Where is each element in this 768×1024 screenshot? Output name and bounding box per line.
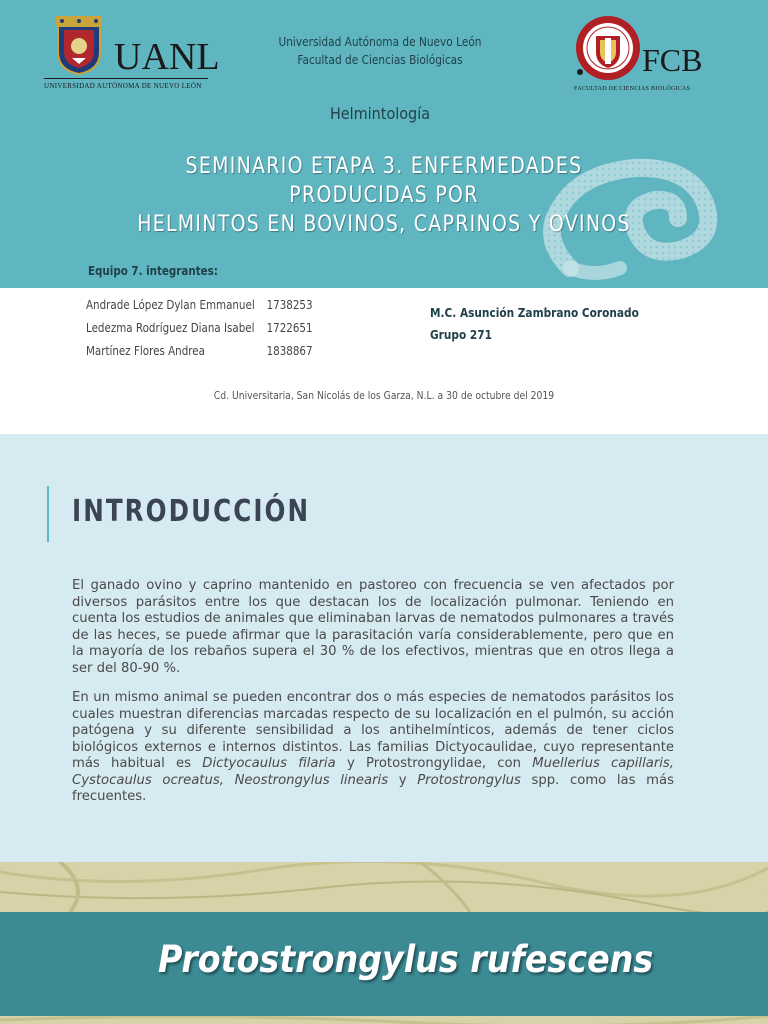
fcb-logo bbox=[574, 14, 724, 96]
logo-divider bbox=[44, 78, 208, 79]
introduction-paragraph-1: El ganado ovino y caprino mantenido en pastoreo con frecuencia se ven afectados por diversos parásitos entre los que destacan los de localización pulmonar. Teniendo en cuenta los estudios de animales que eliminaban larvas de nematodos pulmonares a través de las heces, se puede afirmar que la parasitación varía considerablemente, pero que en la mayoría de los rebaños supera el 30 % de los efectivos, mientras que en otros llega a ser del 80-90 %. bbox=[72, 578, 674, 676]
paragraph-text: y Protostrongylidae, con bbox=[335, 756, 533, 771]
paragraph-text: En un mismo animal se pueden encontrar dos o más especies de nematodos parásitos los cuales muestran diferencias marcadas respecto de su localización en el pulmón, su acción patógena y su diferente sensibilidad a los antihelmínticos, además de tener ciclos biológicos externos e internos distintos. Las familias Dictyocaulidae, cuyo representante más habitual es bbox=[72, 690, 674, 771]
team-label: Equipo 7. integrantes: bbox=[88, 264, 218, 278]
member-name: Ledezma Rodríguez Diana Isabel bbox=[86, 321, 255, 335]
species-title: Protostrongylus rufescens bbox=[158, 938, 654, 981]
paragraph-text: spp. como las más frecuentes. bbox=[72, 772, 674, 804]
university-name: Universidad Autónoma de Nuevo León bbox=[278, 35, 482, 49]
member-id: 1722651 bbox=[266, 321, 313, 335]
fcb-logo-text: FCB bbox=[642, 42, 703, 78]
title-slide bbox=[0, 0, 768, 434]
introduction-paragraph-2 bbox=[72, 690, 674, 806]
member-name: Andrade López Dylan Emmanuel bbox=[86, 298, 255, 312]
uanl-logo-text: UANL bbox=[114, 36, 220, 78]
uanl-logo-subtitle: UNIVERSIDAD AUTÓNOMA DE NUEVO LEÓN bbox=[44, 82, 202, 90]
seminar-title-line-1: SEMINARIO ETAPA 3. ENFERMEDADES PRODUCIDAS POR bbox=[185, 154, 583, 208]
member-id: 1738253 bbox=[266, 298, 313, 312]
header-band bbox=[0, 0, 768, 288]
introduction-slide bbox=[0, 434, 768, 862]
member-id: 1838867 bbox=[266, 344, 313, 358]
uanl-shield-icon bbox=[54, 14, 104, 76]
faculty-name: Facultad de Ciencias Biológicas bbox=[297, 53, 463, 67]
species-name: Muellerius capillaris, Cystocaulus ocreatus, Neostrongylus linearis bbox=[72, 756, 674, 788]
species-name: Dictyocaulus filaria bbox=[202, 756, 336, 771]
species-slide bbox=[0, 862, 768, 1024]
paragraph-text: y bbox=[388, 772, 418, 788]
species-name: Protostrongylus bbox=[417, 772, 521, 788]
introduction-heading: INTRODUCCIÓN bbox=[72, 494, 311, 529]
member-name: Martínez Flores Andrea bbox=[86, 344, 205, 358]
heading-accent-bar bbox=[47, 486, 49, 542]
place-date: Cd. Universitaria, San Nicolás de los Garza, N.L. a 30 de octubre del 2019 bbox=[213, 390, 555, 402]
uanl-logo bbox=[44, 14, 220, 94]
institution-header bbox=[248, 33, 512, 69]
fcb-seal-icon bbox=[574, 14, 642, 82]
seminar-title bbox=[114, 152, 654, 239]
group-number: Grupo 271 bbox=[430, 328, 492, 342]
teacher-name: M.C. Asunción Zambrano Coronado bbox=[430, 306, 639, 320]
course-name: Helmintología bbox=[329, 104, 431, 123]
seminar-title-line-2: HELMINTOS EN BOVINOS, CAPRINOS Y OVINOS bbox=[137, 212, 631, 237]
teacher-block bbox=[430, 302, 639, 346]
fcb-logo-subtitle: FACULTAD DE CIENCIAS BIOLÓGICAS bbox=[574, 86, 691, 92]
